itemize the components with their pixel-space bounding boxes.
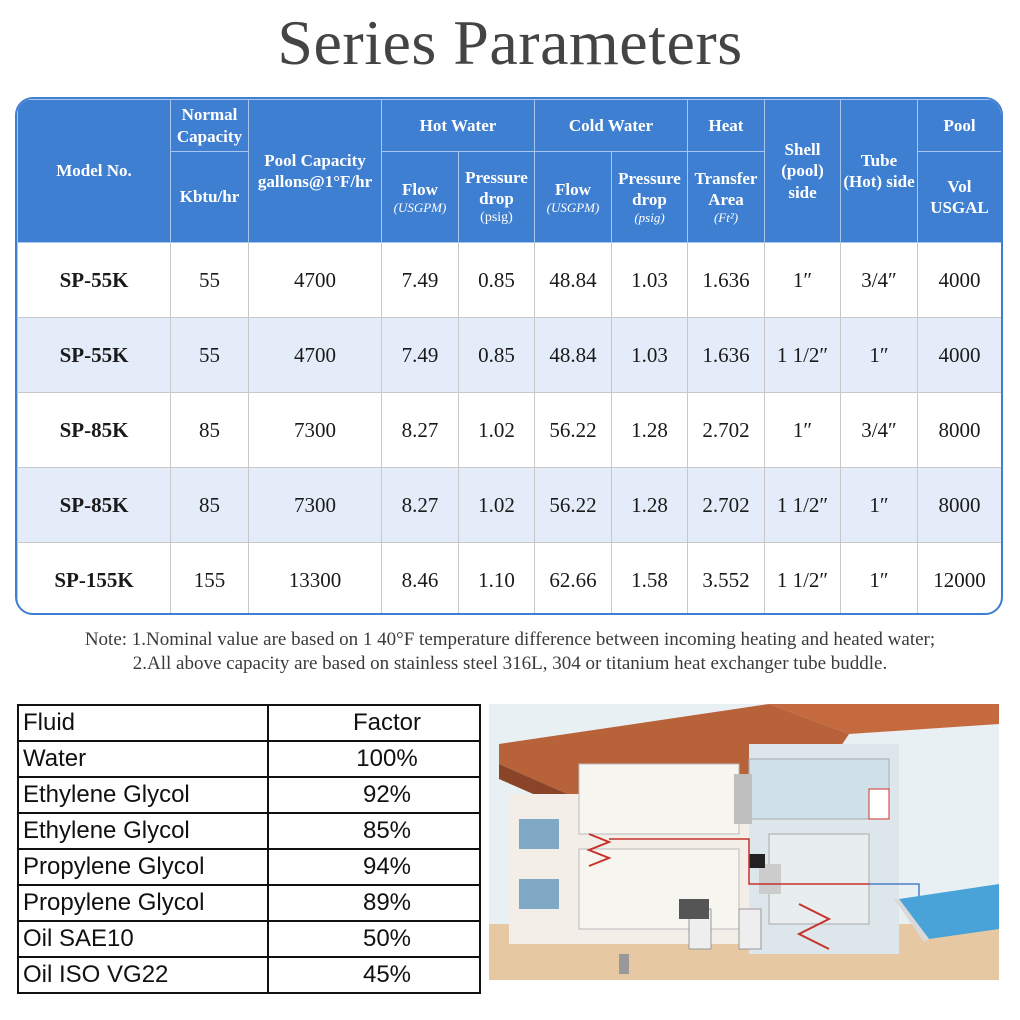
- header-vol: Vol USGAL: [918, 152, 1002, 243]
- house-heating-illustration: [489, 704, 999, 980]
- series-parameters-table-container: [15, 97, 1003, 615]
- cell-transfer-area: 1.636: [688, 318, 765, 393]
- cell-cold-pressure: 1.58: [612, 543, 688, 616]
- cell-hot-flow: 7.49: [382, 243, 459, 318]
- header-hot-pressure: [459, 152, 535, 243]
- cell-pool-capacity: 4700: [249, 318, 382, 393]
- fluid-row: [18, 777, 480, 813]
- fluid-row: [18, 813, 480, 849]
- fluid-header-factor: Factor: [268, 705, 480, 741]
- cell-shell: 1″: [765, 243, 841, 318]
- cell-kbtu: 55: [171, 243, 249, 318]
- cell-kbtu: 85: [171, 468, 249, 543]
- cell-vol: 8000: [918, 468, 1002, 543]
- fluid-row: [18, 957, 480, 993]
- cell-vol: 12000: [918, 543, 1002, 616]
- fluid-factor: 92%: [268, 777, 480, 813]
- header-pool: Pool: [918, 100, 1002, 152]
- cell-pool-capacity: 4700: [249, 243, 382, 318]
- header-hot-water: Hot Water: [382, 100, 535, 152]
- header-pool-capacity-label: Pool Capacity: [264, 150, 366, 170]
- cell-shell: 1 1/2″: [765, 543, 841, 616]
- cell-model: SP-85K: [18, 468, 171, 543]
- header-model: Model No.: [18, 100, 171, 243]
- header-cold-flow-label: Flow: [555, 179, 591, 199]
- cell-hot-pressure: 1.10: [459, 543, 535, 616]
- cell-cold-flow: 56.22: [535, 468, 612, 543]
- fluid-header-fluid: Fluid: [18, 705, 268, 741]
- fluid-factor: 89%: [268, 885, 480, 921]
- header-hot-pressure-unit: (psig): [480, 210, 513, 226]
- cell-pool-capacity: 7300: [249, 468, 382, 543]
- fluid-factor: 50%: [268, 921, 480, 957]
- fluid-name: Oil SAE10: [18, 921, 268, 957]
- fluid-row: [18, 849, 480, 885]
- cell-transfer-area: 3.552: [688, 543, 765, 616]
- table-row: [18, 468, 1002, 543]
- fluid-factor: 85%: [268, 813, 480, 849]
- cell-tube: 3/4″: [841, 243, 918, 318]
- fluid-name: Propylene Glycol: [18, 849, 268, 885]
- header-shell: Shell (pool) side: [765, 100, 841, 243]
- table-row: [18, 543, 1002, 616]
- header-cold-pressure: [612, 152, 688, 243]
- fluid-table-body: [18, 705, 480, 993]
- header-cold-pressure-label: Pressure drop: [618, 168, 681, 210]
- cell-shell: 1″: [765, 393, 841, 468]
- cell-hot-flow: 8.27: [382, 468, 459, 543]
- cell-hot-flow: 8.46: [382, 543, 459, 616]
- cell-cold-flow: 48.84: [535, 243, 612, 318]
- cell-cold-pressure: 1.03: [612, 243, 688, 318]
- header-cold-flow: [535, 152, 612, 243]
- cell-hot-flow: 7.49: [382, 318, 459, 393]
- table-row: [18, 243, 1002, 318]
- cell-cold-flow: 62.66: [535, 543, 612, 616]
- footnote: [0, 628, 1020, 676]
- fluid-name: Water: [18, 741, 268, 777]
- table-row: [18, 318, 1002, 393]
- spec-table-body: [18, 243, 1002, 616]
- cell-transfer-area: 2.702: [688, 468, 765, 543]
- header-pool-capacity-unit: gallons@1°F/hr: [257, 172, 373, 191]
- fluid-factor-table: [17, 704, 481, 994]
- cell-kbtu: 85: [171, 393, 249, 468]
- note-line-2: 2.All above capacity are based on stainless steel 316L, 304 or titanium heat exchanger tube buddle.: [132, 653, 888, 674]
- fluid-header-row: [18, 705, 480, 741]
- header-tube: Tube (Hot) side: [841, 100, 918, 243]
- header-normal-capacity: Normal Capacity: [171, 100, 249, 152]
- cell-model: SP-55K: [18, 243, 171, 318]
- house-illustration-image: [489, 704, 999, 980]
- header-transfer-area-unit: (Ft²): [713, 210, 739, 226]
- cell-hot-pressure: 1.02: [459, 468, 535, 543]
- fluid-row: [18, 885, 480, 921]
- cell-hot-pressure: 0.85: [459, 243, 535, 318]
- page-title: Series Parameters: [277, 7, 743, 78]
- header-hot-flow: [382, 152, 459, 243]
- cell-cold-pressure: 1.28: [612, 393, 688, 468]
- cell-tube: 3/4″: [841, 393, 918, 468]
- cell-vol: 4000: [918, 318, 1002, 393]
- header-cold-water: Cold Water: [535, 100, 688, 152]
- cell-model: SP-85K: [18, 393, 171, 468]
- table-row: [18, 393, 1002, 468]
- cell-cold-flow: 56.22: [535, 393, 612, 468]
- fluid-name: Ethylene Glycol: [18, 813, 268, 849]
- fluid-name: Ethylene Glycol: [18, 777, 268, 813]
- header-transfer-area-label: Transfer Area: [694, 168, 758, 210]
- header-hot-flow-label: Flow: [402, 179, 438, 199]
- cell-tube: 1″: [841, 468, 918, 543]
- cell-vol: 4000: [918, 243, 1002, 318]
- cell-model: SP-155K: [18, 543, 171, 616]
- header-transfer-area: [688, 152, 765, 243]
- cell-cold-pressure: 1.28: [612, 468, 688, 543]
- cell-transfer-area: 2.702: [688, 393, 765, 468]
- fluid-name: Oil ISO VG22: [18, 957, 268, 993]
- cell-model: SP-55K: [18, 318, 171, 393]
- cell-kbtu: 155: [171, 543, 249, 616]
- header-cold-pressure-unit: (psig): [634, 210, 665, 226]
- cell-cold-flow: 48.84: [535, 318, 612, 393]
- cell-pool-capacity: 7300: [249, 393, 382, 468]
- header-pool-capacity: [249, 100, 382, 243]
- fluid-factor: 100%: [268, 741, 480, 777]
- cell-vol: 8000: [918, 393, 1002, 468]
- cell-shell: 1 1/2″: [765, 318, 841, 393]
- fluid-row: [18, 741, 480, 777]
- series-parameters-table: [17, 99, 1002, 615]
- fluid-row: [18, 921, 480, 957]
- cell-cold-pressure: 1.03: [612, 318, 688, 393]
- cell-hot-pressure: 1.02: [459, 393, 535, 468]
- header-kbtu: Kbtu/hr: [171, 152, 249, 243]
- header-heat: Heat: [688, 100, 765, 152]
- cell-kbtu: 55: [171, 318, 249, 393]
- cell-hot-flow: 8.27: [382, 393, 459, 468]
- note-line-1: Note: 1.Nominal value are based on 1 40°F temperature difference between incoming heating and heated water;: [84, 629, 936, 650]
- fluid-factor: 94%: [268, 849, 480, 885]
- cell-shell: 1 1/2″: [765, 468, 841, 543]
- fluid-factor: 45%: [268, 957, 480, 993]
- cell-pool-capacity: 13300: [249, 543, 382, 616]
- header-cold-flow-unit: (USGPM): [546, 199, 600, 215]
- cell-tube: 1″: [841, 543, 918, 616]
- header-hot-pressure-label: Pressure drop: [465, 167, 528, 208]
- cell-transfer-area: 1.636: [688, 243, 765, 318]
- header-hot-flow-unit: (USGPM): [393, 199, 447, 215]
- cell-hot-pressure: 0.85: [459, 318, 535, 393]
- fluid-name: Propylene Glycol: [18, 885, 268, 921]
- cell-tube: 1″: [841, 318, 918, 393]
